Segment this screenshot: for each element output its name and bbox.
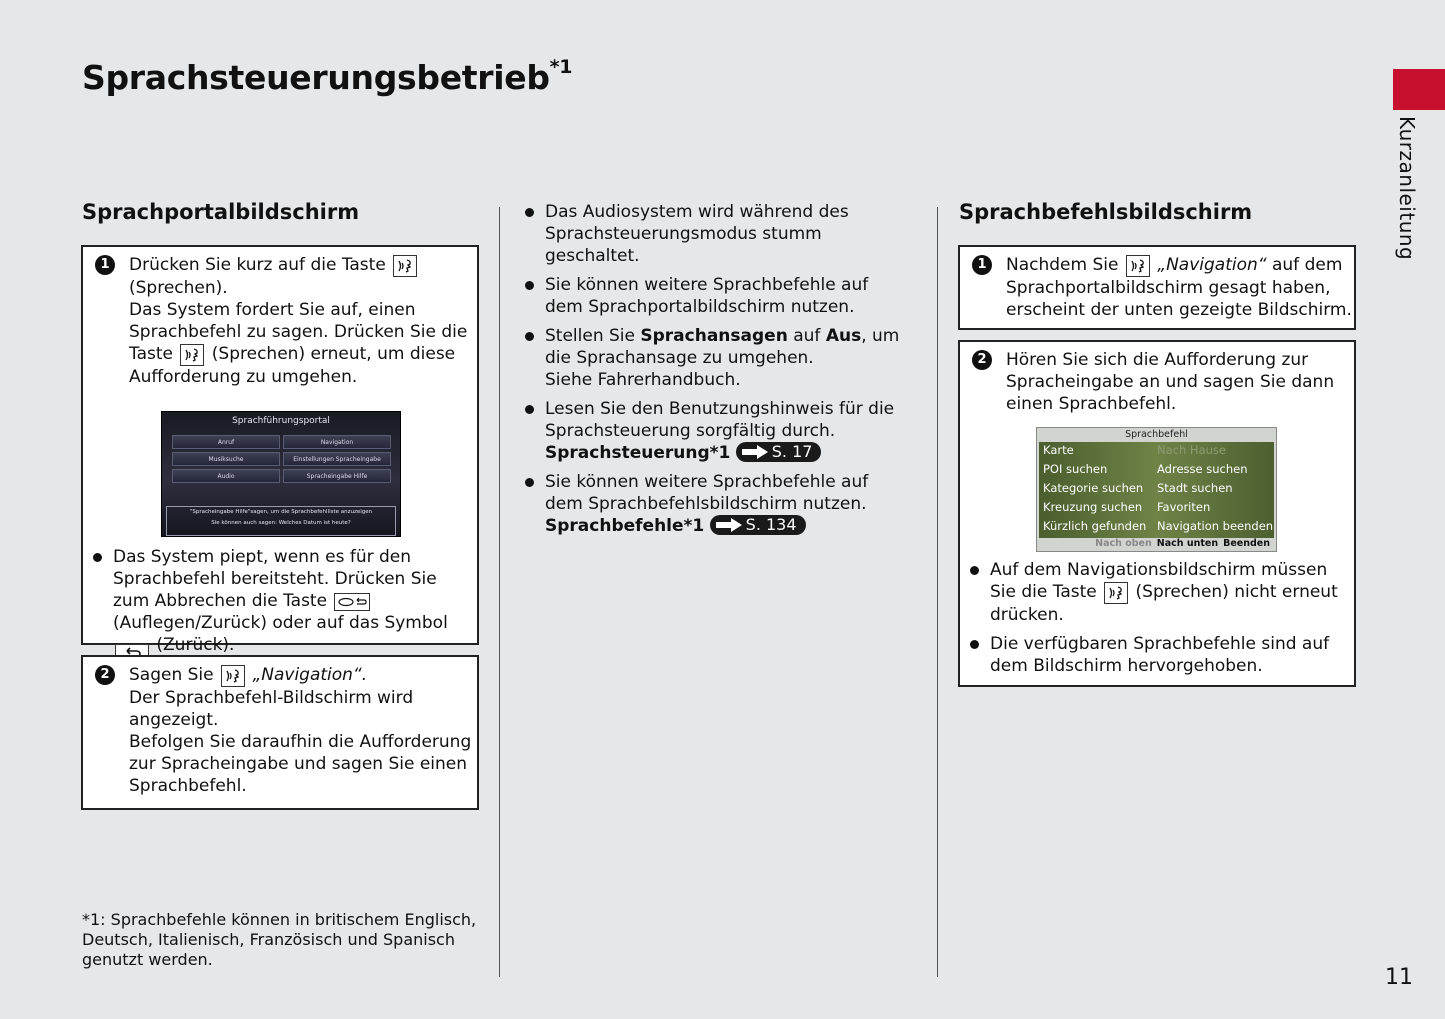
scroll-down-label: Nach unten <box>1156 538 1219 549</box>
list-item: Lesen Sie den Benutzungshinweis für die Sprachsteuerung sorgfältig durch. Sprachsteuerung*1 S. 17 <box>521 398 901 464</box>
command-item: Karte <box>1043 443 1074 457</box>
portal-button-navigation: Navigation <box>283 435 391 449</box>
portal-button-audio: Audio <box>172 469 280 483</box>
command-list <box>1039 442 1274 538</box>
command-item: Navigation beenden <box>1157 519 1274 533</box>
section-heading-voice-portal: Sprachportalbildschirm <box>82 200 360 224</box>
step2-box <box>81 655 479 810</box>
step-number: 2 <box>972 350 992 370</box>
command-item: Adresse suchen <box>1157 462 1248 476</box>
step-number: 2 <box>95 665 115 685</box>
step2: 2 Sagen Sie „Navigation“. Der Sprachbefehl-Bildschirm wird angezeigt. Befolgen Sie daraufhin die Aufforderung zur Spracheingabe und sagen Sie einen Sprachbefehl. <box>89 664 479 797</box>
talk-key-icon <box>180 344 204 366</box>
portal-button-voice-help: Spracheingabe Hilfe <box>283 469 391 483</box>
list-item: Sie können weitere Sprachbefehle auf dem Sprachbefehlsbildschirm nutzen. Sprachbefehle*1 S. 134 <box>521 471 901 537</box>
list-item: Das Audiosystem wird während des Sprachsteuerungsmodus stumm geschaltet. <box>521 201 901 267</box>
portal-button-call: Anruf <box>172 435 280 449</box>
chapter-tab <box>1393 69 1445 110</box>
right-step1-box <box>958 245 1356 330</box>
ref-label-voice-control: Sprachsteuerung*1 <box>545 443 731 463</box>
list-item: Die verfügbaren Sprachbefehle sind auf dem Bildschirm hervorgehoben. <box>966 633 1350 677</box>
command-item: Kürzlich gefunden <box>1043 519 1147 533</box>
list-item: Auf dem Navigationsbildschirm müssen Sie die Taste (Sprechen) nicht erneut drücken. <box>966 559 1350 626</box>
section-heading-voice-command: Sprachbefehlsbildschirm <box>959 200 1253 224</box>
talk-key-icon <box>1126 255 1150 277</box>
arrow-right-icon <box>741 445 769 459</box>
voice-portal-screenshot <box>161 411 401 537</box>
page-ref-link[interactable]: S. 134 <box>710 515 806 535</box>
chapter-label: Kurzanleitung <box>1395 116 1419 261</box>
list-item: Sie können weitere Sprachbefehle auf dem Sprachportalbildschirm nutzen. <box>521 274 901 318</box>
talk-key-icon <box>1104 582 1128 604</box>
column-divider <box>499 207 500 977</box>
page-title: Sprachsteuerungsbetrieb$^{*1}$ <box>82 56 573 97</box>
portal-info-box: "Spracheingabe Hilfe"sagen, um die Sprachbefehlliste anzuzeigen Sie können auch sagen: Welches Datum ist heute? <box>166 506 396 536</box>
hang-up-back-key-icon <box>334 593 370 611</box>
command-item: Stadt suchen <box>1157 481 1233 495</box>
step1: 1 Nachdem Sie „Navigation“ auf dem Sprachportalbildschirm gesagt haben, erscheint der unten gezeigte Bildschirm. <box>966 254 1361 321</box>
step1: 1 Drücken Sie kurz auf die Taste (Sprechen). Das System fordert Sie auf, einen Sprachbefehl zu sagen. Drücken Sie die Taste (Sprechen) erneut, um diese Aufforderung zu umgehen. <box>89 254 479 388</box>
command-item: Kategorie suchen <box>1043 481 1144 495</box>
portal-screen-title: Sprachführungsportal <box>232 416 330 426</box>
step1-box <box>81 245 479 655</box>
talk-key-icon <box>221 665 245 687</box>
middle-notes <box>521 201 901 544</box>
talk-key-icon <box>393 255 417 277</box>
list-item: Stellen Sie Sprachansagen auf Aus, um die Sprachansage zu umgehen. Siehe Fahrerhandbuch. <box>521 325 901 391</box>
command-item: Favoriten <box>1157 500 1211 514</box>
step-number: 1 <box>972 255 992 275</box>
scroll-up-label: Nach oben <box>1095 538 1152 549</box>
command-bottom-bar <box>1037 538 1270 550</box>
command-item: Nach Hause <box>1157 443 1226 457</box>
portal-button-music-search: Musiksuche <box>172 452 280 466</box>
step-number: 1 <box>95 255 115 275</box>
right-step2-notes <box>966 559 1350 684</box>
exit-label: Beenden <box>1223 538 1270 549</box>
page-ref-link[interactable]: S. 17 <box>736 442 822 462</box>
command-item: Kreuzung suchen <box>1043 500 1143 514</box>
footnote: *1: Sprachbefehle können in britischem Englisch, Deutsch, Italienisch, Französisch und Spanisch genutzt werden. <box>82 910 477 969</box>
right-step2-box <box>958 340 1356 687</box>
page-number: 11 <box>1385 965 1413 990</box>
command-screen-title: Sprachbefehl <box>1125 429 1188 440</box>
list-item: Das System piept, wenn es für den Sprachbefehl bereitsteht. Drücken Sie zum Abbrechen die Taste (Auflegen/Zurück) oder auf das Symbol (Zurück). <box>89 546 473 672</box>
step2: 2 Hören Sie sich die Aufforderung zur Spracheingabe an und sagen Sie dann einen Sprachbefehl. <box>966 349 1361 415</box>
voice-command-screenshot <box>1036 427 1277 552</box>
command-item: POI suchen <box>1043 462 1108 476</box>
column-divider <box>937 207 938 977</box>
portal-button-voice-settings: Einstellungen Spracheingabe <box>283 452 391 466</box>
arrow-right-icon <box>715 518 743 532</box>
ref-label-voice-commands: Sprachbefehle*1 <box>545 516 705 536</box>
